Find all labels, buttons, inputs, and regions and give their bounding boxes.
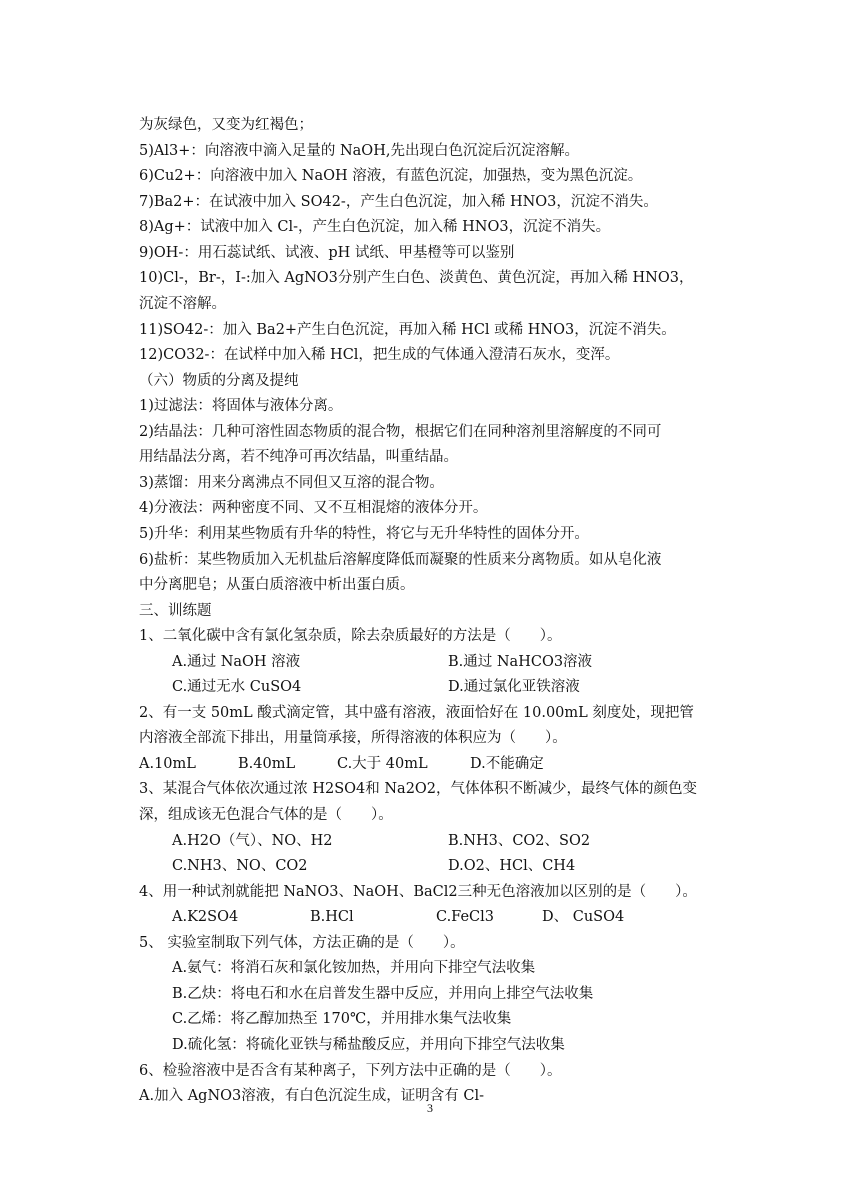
question-3: 3、某混合气体依次通过浓 H2SO4和 Na2O2，气体体积不断减少，最终气体的颜色变 [139,781,698,797]
question-6: 6、检验溶液中是否含有某种离子，下列方法中正确的是（ ）。 [139,1063,562,1079]
text-line: 1)过滤法：将固体与液体分离。 [139,398,343,414]
text-line: 沉淀不溶解。 [139,296,226,312]
option-d: D.不能确定 [470,756,544,772]
option-a: A.通过 NaOH 溶液 [172,654,301,670]
option-row [172,652,760,672]
option-d: D、 CuSO4 [542,909,625,925]
option-d: D.通过氯化亚铁溶液 [448,679,580,695]
question-4: 4、用一种试剂就能把 NaNO3、NaOH、BaCl2三种无色溶液加以区别的是（ ）。 [139,884,697,900]
page-number: 3 [427,1101,433,1115]
option-b: B.NH3、CO2、SO2 [448,833,591,849]
text-line: 内溶液全部流下排出，用量筒承接，所得溶液的体积应为（ ）。 [139,730,567,746]
text-line: 2)结晶法：几种可溶性固态物质的混合物，根据它们在同种溶剂里溶解度的不同可 [139,424,662,440]
section-heading: 三、训练题 [139,603,212,619]
text-line: 为灰绿色，又变为红褐色； [139,117,313,133]
text-line: 3)蒸馏：用来分离沸点不同但又互溶的混合物。 [139,475,444,491]
option-row [172,856,760,876]
option-row [172,907,760,927]
text-line: 12)CO32-：在试样中加入稀 HCl，把生成的气体通入澄清石灰水，变浑。 [139,347,620,363]
option-c: C.通过无水 CuSO4 [172,679,302,695]
text-line: 中分离肥皂；从蛋白质溶液中析出蛋白质。 [139,577,415,593]
option-d: D.硫化氢：将硫化亚铁与稀盐酸反应，并用向下排空气法收集 [172,1037,565,1053]
section-heading: （六）物质的分离及提纯 [139,373,299,389]
option-a: A.10mL [139,756,196,772]
text-line: 5)Al3+：向溶液中滴入足量的 NaOH,先出现白色沉淀后沉淀溶解。 [139,143,579,159]
text-line: 7)Ba2+：在试液中加入 SO42-，产生白色沉淀，加入稀 HNO3，沉淀不消失。 [139,194,658,210]
option-row [139,754,760,774]
text-line: 5)升华：利用某些物质有升华的特性，将它与无升华特性的固体分开。 [139,526,589,542]
option-row [172,831,760,851]
question-5: 5、 实验室制取下列气体，方法正确的是（ ）。 [139,935,465,951]
option-row [172,677,760,697]
option-d: D.O2、HCl、CH4 [448,858,576,874]
option-c: C.大于 40mL [337,756,428,772]
option-c: C.乙烯：将乙醇加热至 170℃，并用排水集气法收集 [172,1011,512,1027]
option-c: C.FeCl3 [436,909,494,925]
option-b: B.40mL [238,756,296,772]
text-line: 10)Cl-，Br-，I-:加入 AgNO3分别产生白色、淡黄色、黄色沉淀，再加入稀 HNO3， [139,270,694,286]
option-c: C.NH3、NO、CO2 [172,858,308,874]
text-line: 深，组成该无色混合气体的是（ ）。 [139,807,393,823]
text-line: 6)Cu2+：向溶液中加入 NaOH 溶液，有蓝色沉淀，加强热，变为黑色沉淀。 [139,168,643,184]
text-line: 4)分液法：两种密度不同、又不互相混熔的液体分开。 [139,500,488,516]
text-line: 8)Ag+：试液中加入 Cl-，产生白色沉淀，加入稀 HNO3，沉淀不消失。 [139,219,611,235]
text-line: 11)SO42-：加入 Ba2+产生白色沉淀，再加入稀 HCl 或稀 HNO3，沉淀不消失。 [139,322,676,338]
option-a: A.氨气：将消石灰和氯化铵加热，并用向下排空气法收集 [172,960,536,976]
question-1: 1、二氧化碳中含有氯化氢杂质，除去杂质最好的方法是（ ）。 [139,628,562,644]
option-a: A.加入 AgNO3溶液，有白色沉淀生成，证明含有 Cl- [139,1088,484,1104]
option-a: A.K2SO4 [172,909,239,925]
option-a: A.H2O（气）、NO、H2 [172,833,333,849]
option-b: B.通过 NaHCO3溶液 [448,654,593,670]
question-2: 2、有一支 50mL 酸式滴定管，其中盛有溶液，液面恰好在 10.00mL 刻度处，现把管 [139,705,694,721]
text-line: 9)OH-：用石蕊试纸、试液、pH 试纸、甲基橙等可以鉴别 [139,245,515,261]
text-line: 6)盐析：某些物质加入无机盐后溶解度降低而凝聚的性质来分离物质。如从皂化液 [139,552,662,568]
option-b: B.HCl [310,909,354,925]
text-line: 用结晶法分离，若不纯净可再次结晶，叫重结晶。 [139,449,458,465]
option-b: B.乙炔：将电石和水在启普发生器中反应，并用向上排空气法收集 [172,986,594,1002]
